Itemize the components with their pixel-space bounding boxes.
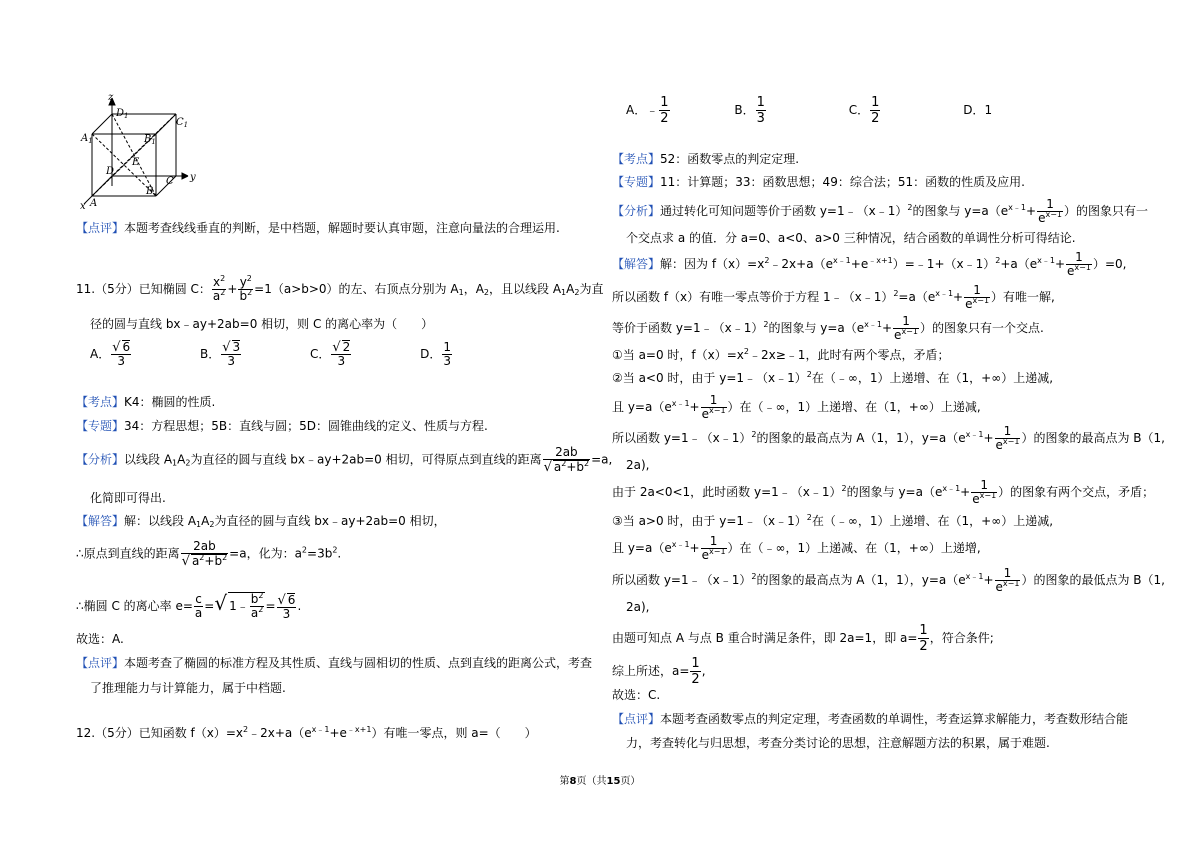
label-b1: $B_1$ bbox=[144, 134, 156, 146]
case-2d: 由于 2a<0<1，此时函数 y=1﹣（x﹣1）$^2$的图象与 $y=a(e^{x﹣1}+$ $\frac{1}{e^{x-1}}$ ）的图象有两个交点，矛盾； bbox=[612, 478, 1155, 506]
label-z: z bbox=[108, 92, 114, 103]
fenxi-q12: 【分析】通过转化可知问题等价于函数 y=1﹣（x﹣1）$^2$的图象与 $y=a(e^{x﹣1}+$ $\frac{1}{e^{x-1}}$ ）的图象只有一 bbox=[612, 197, 1148, 225]
conclusion-line: 由题可知点 A 与点 B 重合时满足条件，即 2a=1，即 a= $\frac{1}{2}$ ，符合条件; bbox=[612, 623, 994, 654]
right-column bbox=[600, 0, 1200, 848]
label-c1: $C_1$ bbox=[176, 117, 189, 129]
frac-y2-b2: $\frac{y^2}{b^2}$ bbox=[239, 274, 253, 303]
zhuanti-q11: 【专题】34：方程思想；5B：直线与圆；5D：圆锥曲线的定义、性质与方程. bbox=[76, 419, 488, 433]
summary-line: 综上所述，a= $\frac{1}{2}$ , bbox=[612, 656, 706, 687]
distance-line: ∴原点到直线的距离 $\frac{2ab}{√ a^2+b^2}$ =a，化为：$a^2=3b^2$. bbox=[76, 539, 342, 569]
pingjing-q12: 【点评】本题考查函数零点的判定定理，考查函数的单调性，考查运算求解能力，考查数形结合能 bbox=[612, 712, 1129, 726]
label-x: x bbox=[80, 201, 86, 210]
solution-line-r2: 等价于函数 y=1﹣（x﹣1）$^2$的图象与 $y=a(e^{x﹣1}+$ $\frac{1}{e^{x-1}}$ ）的图象只有一个交点. bbox=[612, 314, 1044, 342]
label-b: B bbox=[146, 186, 154, 197]
label-d1: $D_1$ bbox=[116, 108, 129, 120]
fenxi-q11-line2: 化简即可得出. bbox=[90, 491, 166, 505]
pingjing-q11-line2: 了推理能力与计算能力，属于中档题. bbox=[90, 681, 286, 695]
fenxi-q12-line2: 个交点求 a 的值．分 a=0、a<0、a>0 三种情况，结合函数的单调性分析可得结论. bbox=[626, 231, 1076, 245]
label-d: D bbox=[106, 166, 115, 177]
page-footer: 第8页（共15页） bbox=[559, 776, 641, 787]
kaodian-q12: 【考点】52：函数零点的判定定理. bbox=[612, 152, 800, 166]
case-3c: 所以函数 y=1﹣（x﹣1）$^2$的图象的最高点为 A（1，1），$y=a(e^{x﹣1}+$ $\frac{1}{e^{x-1}}$ ）的图象的最低点为 B（1, bbox=[612, 566, 1165, 594]
option-d: D． $\frac{1}{3}$ bbox=[420, 339, 452, 368]
option-c: C． $\frac{1}{2}$ bbox=[848, 95, 880, 126]
label-e: E bbox=[132, 157, 140, 168]
cube-figure bbox=[76, 92, 206, 210]
option-c: C． $\frac{√ 2}{3}$ bbox=[309, 340, 351, 368]
kaodian-q11: 【考点】K4：椭圆的性质. bbox=[76, 395, 216, 409]
option-a: A．﹣ $\frac{1}{2}$ bbox=[626, 95, 669, 126]
question-11-line2: 径的圆与直线 bx﹣ay+2ab=0 相切，则 C 的离心率为（ ） bbox=[90, 317, 434, 331]
option-b: B． $\frac{1}{3}$ bbox=[734, 95, 765, 126]
jieda-q12: 【解答】解：因为 $f(x)=x^2﹣2x+a(e^{x﹣1}+e^{﹣x+1})=﹣1+(x﹣1)^2+a(e^{x﹣1}+$ $\frac{1}{e^{x-1}}$ ）=0, bbox=[612, 250, 1127, 278]
label-c: C bbox=[166, 176, 174, 187]
fenxi-q11: 【分析】以线段 $A_1A_2$为直径的圆与直线 bx﹣ay+2ab=0 相切，可得原点到直线的距离 $\frac{2ab}{√ a^2+b^2}$ =a, bbox=[76, 445, 613, 475]
question-11-line1: 11.（5分）已知椭圆 C： $\frac{x^2}{a^2}$ + $\frac{y^2}{b^2}$ =1（a>b>0）的左、右顶点分别为 $A_1$，$A_2$，且以线段 $A_1A_2$为直 bbox=[76, 274, 604, 303]
tag-pingjing: 【点评】 bbox=[76, 221, 125, 235]
option-d: D．1 bbox=[963, 103, 993, 117]
case-1: ①当 a=0 时，$f(x)=x^2﹣2x\ge﹣1$，此时有两个零点，矛盾； bbox=[612, 347, 950, 362]
case-2c-line2: 2a), bbox=[626, 458, 650, 472]
label-a: A bbox=[90, 198, 98, 209]
case-3: ③当 a>0 时，由于 y=1﹣（x﹣1）$^2$在（﹣∞，1）上递增、在（1，+∞）上递减, bbox=[612, 513, 1054, 528]
label-y: y bbox=[190, 172, 196, 183]
case-2: ②当 a<0 时，由于 y=1﹣（x﹣1）$^2$在（﹣∞，1）上递增、在（1，+∞）上递减, bbox=[612, 370, 1054, 385]
eccentricity-line: ∴椭圆 C 的离心率 e= $\frac{c}{a}$ =√ 1﹣ $\frac{b^2}{a^2}$ = $\frac{√ 6}{3}$ . bbox=[76, 591, 302, 621]
question-11-options bbox=[90, 340, 453, 368]
case-2c: 所以函数 y=1﹣（x﹣1）$^2$的图象的最高点为 A（1，1），$y=a(e^{x﹣1}+$ $\frac{1}{e^{x-1}}$ ）的图象的最高点为 B（1, bbox=[612, 424, 1165, 452]
case-3c-line2: 2a), bbox=[626, 600, 650, 614]
case-3b: 且 $y=a(e^{x﹣1}+$ $\frac{1}{e^{x-1}}$ ）在（﹣∞，1）上递减、在（1，+∞）上递增, bbox=[612, 534, 981, 562]
option-b: B． $\frac{√ 3}{3}$ bbox=[199, 340, 241, 368]
pingjing-q12-line2: 力，考查转化与归思想，考查分类讨论的思想，注意解题方法的积累，属于难题. bbox=[626, 736, 1050, 750]
case-2b: 且 $y=a(e^{x﹣1}+$ $\frac{1}{e^{x-1}}$ ）在（﹣∞，1）上递增、在（1，+∞）上递减, bbox=[612, 393, 981, 421]
answer-q12: 故选：C. bbox=[612, 688, 661, 702]
question-12-options bbox=[626, 95, 992, 126]
zhuanti-q12: 【专题】11：计算题；33：函数思想；49：综合法；51：函数的性质及应用. bbox=[612, 175, 1025, 189]
frac-x2-a2: $\frac{x^2}{a^2}$ bbox=[212, 274, 226, 303]
solution-line-r1: 所以函数 f（x）有唯一零点等价于方程 $1﹣(x﹣1)^2=a(e^{x﹣1}+$ $\frac{1}{e^{x-1}}$ ）有唯一解, bbox=[612, 283, 1055, 311]
label-a1: $A_1$ bbox=[81, 133, 93, 145]
comment-q10: 【点评】本题考查线线垂直的判断，是中档题，解题时要认真审题，注意向量法的合理运用. bbox=[76, 221, 560, 235]
option-a: A． $\frac{√ 6}{3}$ bbox=[90, 340, 131, 368]
question-12: 12.（5分）已知函数 $f(x)=x^2﹣2x+a(e^{x﹣1}+e^{﹣x+1})$有唯一零点，则 a=（ ） bbox=[76, 725, 537, 740]
jieda-q11: 【解答】解：以线段 $A_1A_2$为直径的圆与直线 bx﹣ay+2ab=0 相切， bbox=[76, 514, 446, 529]
pingjing-q11: 【点评】本题考查了椭圆的标准方程及其性质、直线与圆相切的性质、点到直线的距离公式，考查 bbox=[76, 656, 593, 670]
answer-q11: 故选：A. bbox=[76, 632, 124, 646]
